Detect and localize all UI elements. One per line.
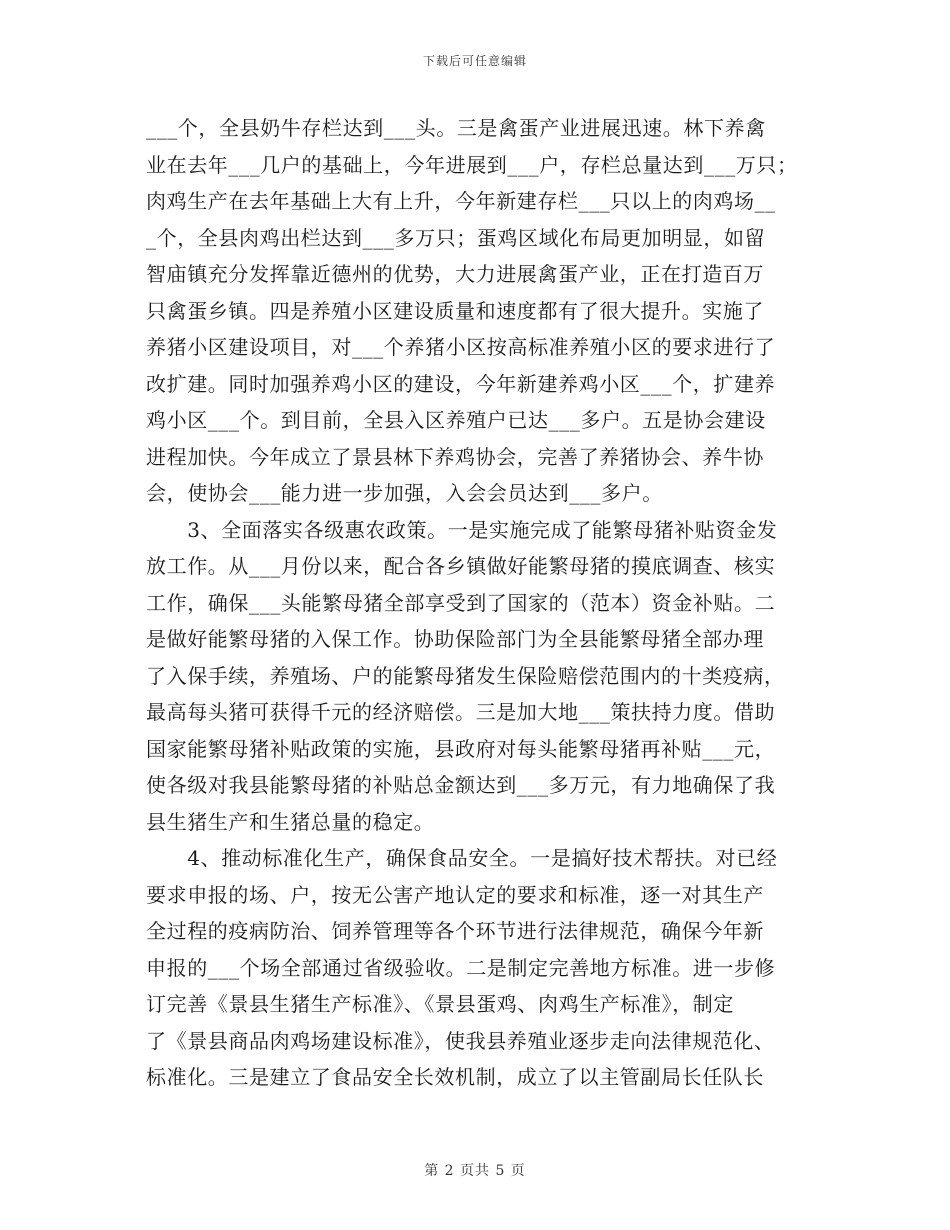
text-line: 全过程的疫病防治、饲养管理等各个环节进行法律规范，确保今年新 [146,919,764,943]
text-line: 了《景县商品肉鸡场建设标准》，使我县养殖业逐步走向法律规范化、 [146,1028,775,1053]
text-line: 要求申报的场、户，按无公害产地认定的要求和标准，逐一对其生产 [146,882,764,907]
page-footer: 第 2 页共 5 页 [424,1163,526,1179]
text-line: 4、推动标准化生产，确保食品安全。一是搞好技术帮扶。对已经 [146,846,778,870]
text-line: 国家能繁母猪补贴政策的实施，县政府对每头能繁母猪再补贴___元， [146,736,776,761]
page-header: 下载后可任意编辑 [422,54,527,68]
text-line: 进程加快。今年成立了景县林下养鸡协会，完善了养猪协会、养牛协 [146,444,764,469]
text-line: 养猪小区建设项目，对___个养猪小区按高标准养殖小区的要求进行了 [146,335,776,359]
text-line: 放工作。从___月份以来，配合各乡镇做好能繁母猪的摸底调查、核实 [146,554,776,578]
text-line: 鸡小区___个。到目前，全县入区养殖户已达___多户。五是协会建设 [146,408,766,432]
text-line: ___个，全县奶牛存栏达到___头。三是禽蛋产业进展迅速。林下养禽 [146,116,766,140]
text-line: 标准化。三是建立了食品安全长效机制，成立了以主管副局长任队长 [146,1065,764,1089]
text-line: 智庙镇充分发挥靠近德州的优势，大力进展禽蛋产业，正在打造百万 [146,262,764,286]
text-line: _个，全县肉鸡出栏达到___多万只；蛋鸡区域化布局更加明显，如留 [146,225,766,250]
text-line: 业在去年___几户的基础上，今年进展到___户，存栏总量达到___万只； [146,152,798,177]
text-line: 县生猪生产和生猪总量的稳定。 [146,809,435,834]
text-line: 使各级对我县能繁母猪的补贴总金额达到___多万元，有力地确保了我 [146,773,776,797]
text-line: 只禽蛋乡镇。四是养殖小区建设质量和速度都有了很大提升。实施了 [146,298,764,323]
text-line: 最高每头猪可获得千元的经济赔偿。三是加大地___策扶持力度。借助 [146,700,776,724]
document-body [146,110,814,1096]
text-line: 工作，确保___头能繁母猪全部享受到了国家的（范本）资金补贴。二 [146,590,776,615]
text-line: 会，使协会___能力进一步加强，入会会员达到___多户。 [146,481,663,505]
text-line: 申报的___个场全部通过省级验收。二是制定完善地方标准。进一步修 [146,955,776,980]
text-line: 订完善《景县生猪生产标准》、《景县蛋鸡、肉鸡生产标准》，制定 [146,992,734,1016]
text-line: 3、全面落实各级惠农政策。一是实施完成了能繁母猪补贴资金发 [146,517,778,542]
text-line: 改扩建。同时加强养鸡小区的建设，今年新建养鸡小区___个，扩建养 [146,371,776,396]
text-line: 是做好能繁母猪的入保工作。协助保险部门为全县能繁母猪全部办理 [146,627,764,651]
text-line: 了入保手续，养殖场、户的能繁母猪发生保险赔偿范围内的十类疫病， [146,663,785,688]
text-line: 肉鸡生产在去年基础上大有上升，今年新建存栏___只以上的肉鸡场__ [146,189,776,213]
